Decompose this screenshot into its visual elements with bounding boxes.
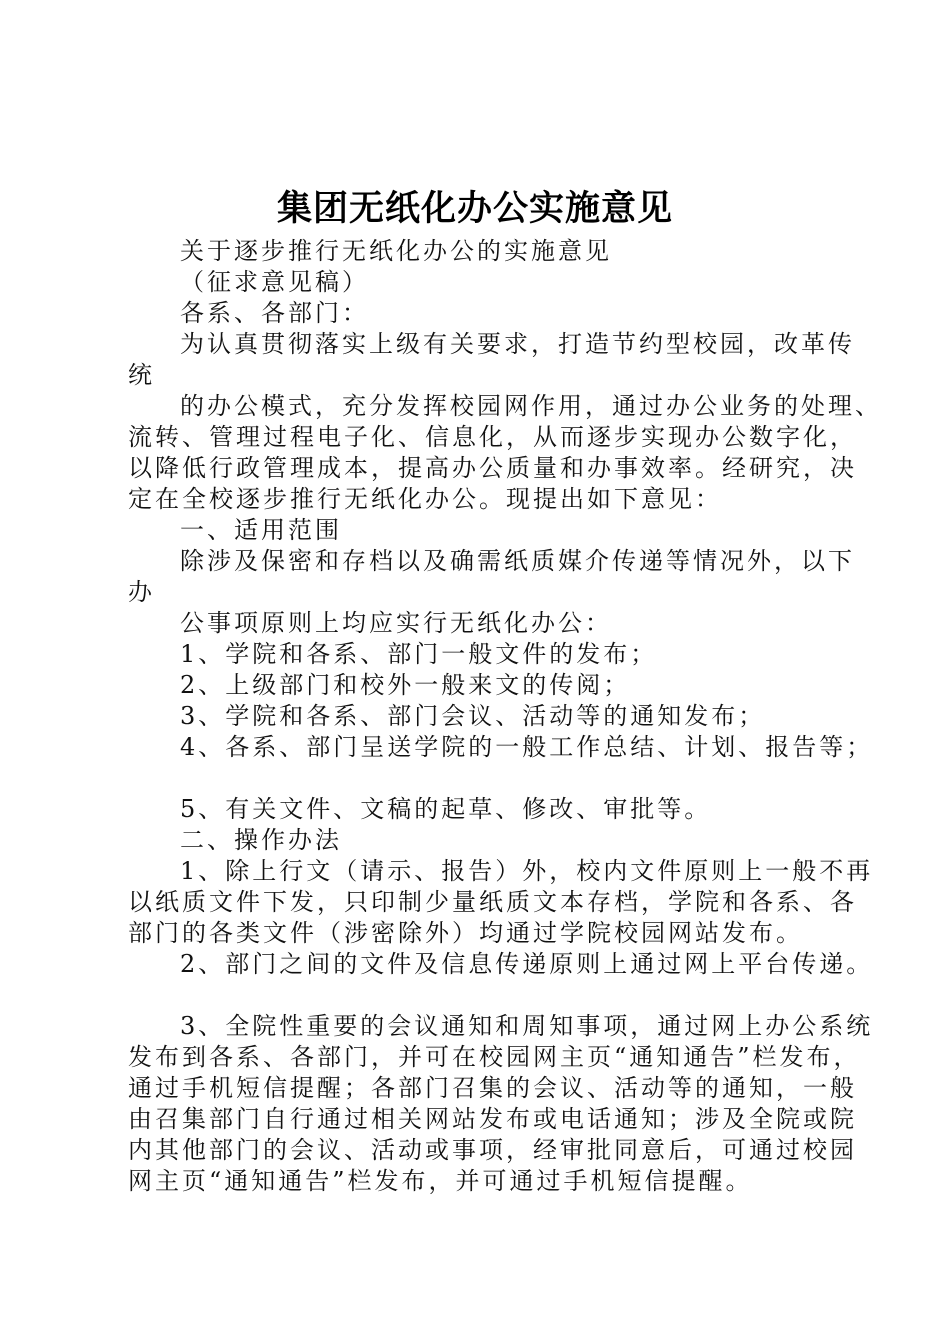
paragraph-line: 2、上级部门和校外一般来文的传阅； [180,671,631,699]
paragraph-line: 一、适用范围 [180,516,342,544]
paragraph-line: 由召集部门自行通过相关网站发布或电话通知；涉及全院或院 [128,1105,857,1133]
paragraph-line: 4、各系、部门呈送学院的一般工作总结、计划、报告等； [180,733,874,761]
paragraph-line: 二、操作办法 [180,826,342,854]
paragraph-line: 各系、各部门： [180,299,369,327]
paragraph-line: 办 [128,578,155,606]
blank-line [128,980,828,1011]
paragraph-line: 流转、管理过程电子化、信息化，从而逐步实现办公数字化， [128,423,857,451]
paragraph-line: 的办公模式，充分发挥校园网作用，通过办公业务的处理、 [180,392,882,420]
paragraph-line: 发布到各系、各部门，并可在校园网主页“通知通告”栏发布， [128,1043,861,1071]
paragraph-line: 部门的各类文件（涉密除外）均通过学院校园网站发布。 [128,919,803,947]
paragraph-line: 通过手机短信提醒；各部门召集的会议、活动等的通知，一般 [128,1074,857,1102]
paragraph-line: 定在全校逐步推行无纸化办公。现提出如下意见： [128,485,722,513]
paragraph-line: 网主页“通知通告”栏发布，并可通过手机短信提醒。 [128,1167,753,1195]
paragraph-line: 以纸质文件下发，只印制少量纸质文本存档，学院和各系、各 [128,888,857,916]
paragraph-line: 除涉及保密和存档以及确需纸质媒介传递等情况外，以下 [180,547,855,575]
document-title: 集团无纸化办公实施意见 [276,189,673,229]
paragraph-line: （征求意见稿） [180,268,369,296]
paragraph-line: 3、全院性重要的会议通知和周知事项，通过网上办公系统 [180,1012,874,1040]
blank-line [128,763,828,794]
paragraph-line: 3、学院和各系、部门会议、活动等的通知发布； [180,702,766,730]
paragraph-line: 统 [128,361,155,389]
paragraph-line: 2、部门之间的文件及信息传递原则上通过网上平台传递。 [180,950,874,978]
paragraph-line: 内其他部门的会议、活动或事项，经审批同意后，可通过校园 [128,1136,857,1164]
paragraph-line: 为认真贯彻落实上级有关要求，打造节约型校园，改革传 [180,330,855,358]
paragraph-line: 公事项原则上均应实行无纸化办公： [180,609,612,637]
paragraph-line: 1、除上行文（请示、报告）外，校内文件原则上一般不再 [180,857,874,885]
paragraph-line: 1、学院和各系、部门一般文件的发布； [180,640,658,668]
paragraph-line: 5、有关文件、文稿的起草、修改、审批等。 [180,795,712,823]
paragraph-line: 关于逐步推行无纸化办公的实施意见 [180,237,612,265]
document-body [128,236,882,1197]
paragraph-line: 以降低行政管理成本，提高办公质量和办事效率。经研究，决 [128,454,857,482]
